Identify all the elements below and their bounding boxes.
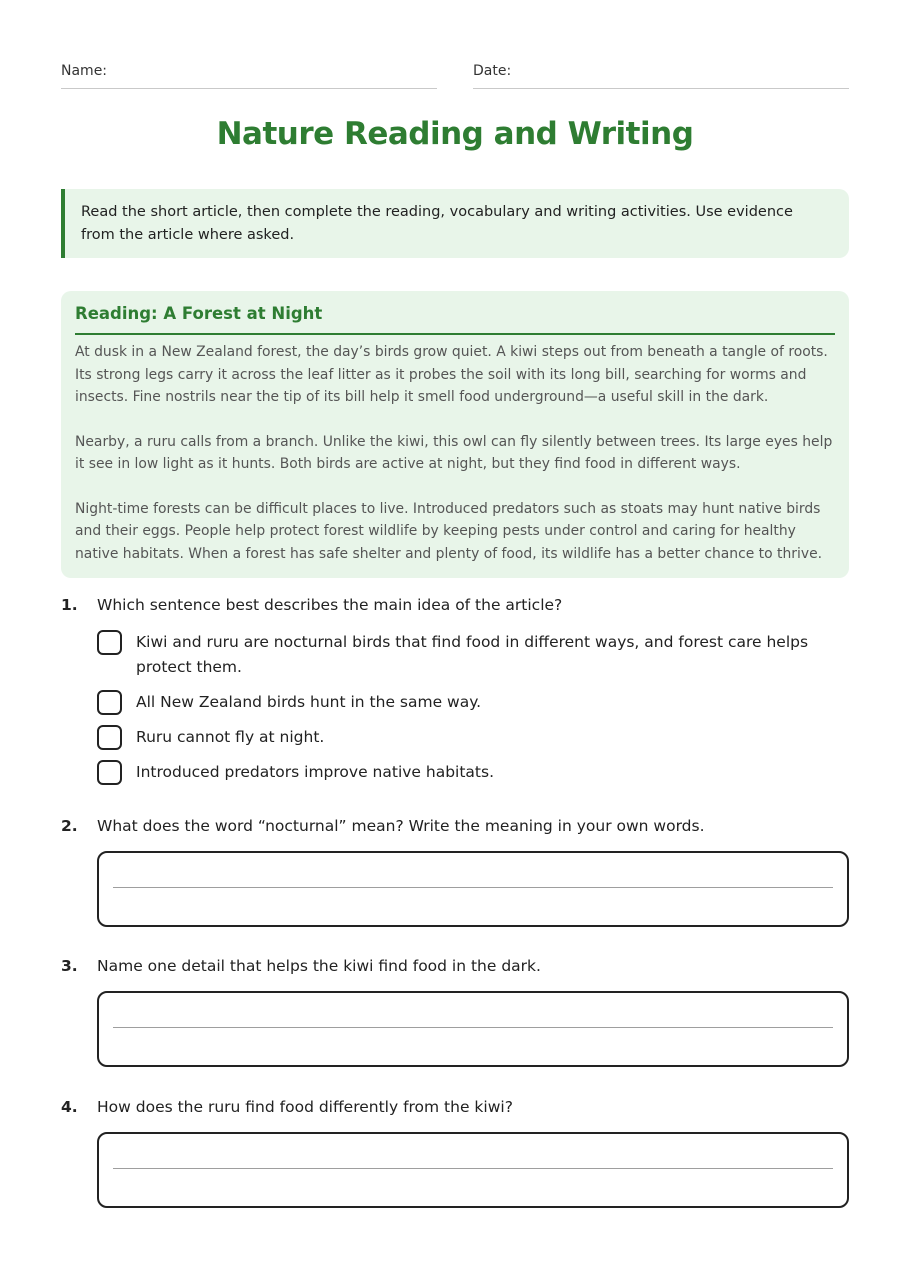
option-label: Kiwi and ruru are nocturnal birds that find food in different ways, and forest care helps protect them.	[136, 633, 809, 676]
question-2	[61, 815, 849, 927]
name-label: Name:	[61, 63, 108, 79]
reading-card	[61, 291, 849, 578]
checkbox[interactable]	[97, 630, 122, 655]
question-number: 4.	[61, 1098, 78, 1116]
checkbox[interactable]	[97, 760, 122, 785]
date-label: Date:	[473, 63, 512, 79]
page-title: Nature Reading and Writing	[216, 116, 694, 152]
question-text: What does the word “nocturnal” mean? Write the meaning in your own words.	[97, 817, 705, 835]
header-row	[61, 60, 849, 88]
checkbox[interactable]	[97, 690, 122, 715]
date-field[interactable]	[473, 60, 849, 89]
question-1	[61, 594, 849, 795]
answer-line	[113, 1027, 833, 1028]
answer-box[interactable]	[97, 1132, 849, 1208]
instructions-box: Read the short article, then complete the reading, vocabulary and writing activities. Use evidence from the article where asked.	[61, 189, 849, 258]
option-label: All New Zealand birds hunt in the same way.	[136, 693, 482, 711]
answer-line	[113, 1168, 833, 1169]
checkbox[interactable]	[97, 725, 122, 750]
answer-box[interactable]	[97, 991, 849, 1067]
option-4[interactable]	[97, 760, 849, 785]
question-text: Which sentence best describes the main idea of the article?	[97, 596, 563, 614]
reading-paragraph: Nearby, a ruru calls from a branch. Unlike the kiwi, this owl can fly silently between trees. Its large eyes help it see in low light as it hunts. Both birds are active at night, but they find food in different ways.	[75, 433, 833, 472]
option-label: Ruru cannot fly at night.	[136, 728, 325, 746]
answer-options	[97, 630, 849, 785]
question-4	[61, 1096, 849, 1208]
question-number: 3.	[61, 957, 78, 975]
answer-box[interactable]	[97, 851, 849, 927]
question-number: 1.	[61, 596, 78, 614]
name-field[interactable]	[61, 60, 437, 89]
reading-paragraph: Night-time forests can be difficult places to live. Introduced predators such as stoats may hunt native birds and their eggs. People help protect forest wildlife by keeping pests under control and caring for healthy native habitats. When a forest has safe shelter and plenty of food, its wildlife has a better chance to thrive.	[75, 500, 823, 562]
question-text: Name one detail that helps the kiwi find food in the dark.	[97, 957, 541, 975]
option-label: Introduced predators improve native habitats.	[136, 763, 495, 781]
option-3[interactable]	[97, 725, 849, 750]
question-3	[61, 955, 849, 1067]
question-number: 2.	[61, 817, 78, 835]
reading-paragraph: At dusk in a New Zealand forest, the day’s birds grow quiet. A kiwi steps out from beneath a tangle of roots. Its strong legs carry it across the leaf litter as it probes the soil with its long bill, searching for worms and insects. Fine nostrils near the tip of its bill help it smell food underground—a useful skill in the dark.	[75, 344, 828, 405]
option-1[interactable]	[97, 630, 849, 680]
answer-line	[113, 887, 833, 888]
option-2[interactable]	[97, 690, 849, 715]
reading-title: Reading: A Forest at Night	[75, 303, 835, 335]
question-text: How does the ruru find food differently from the kiwi?	[97, 1098, 513, 1116]
